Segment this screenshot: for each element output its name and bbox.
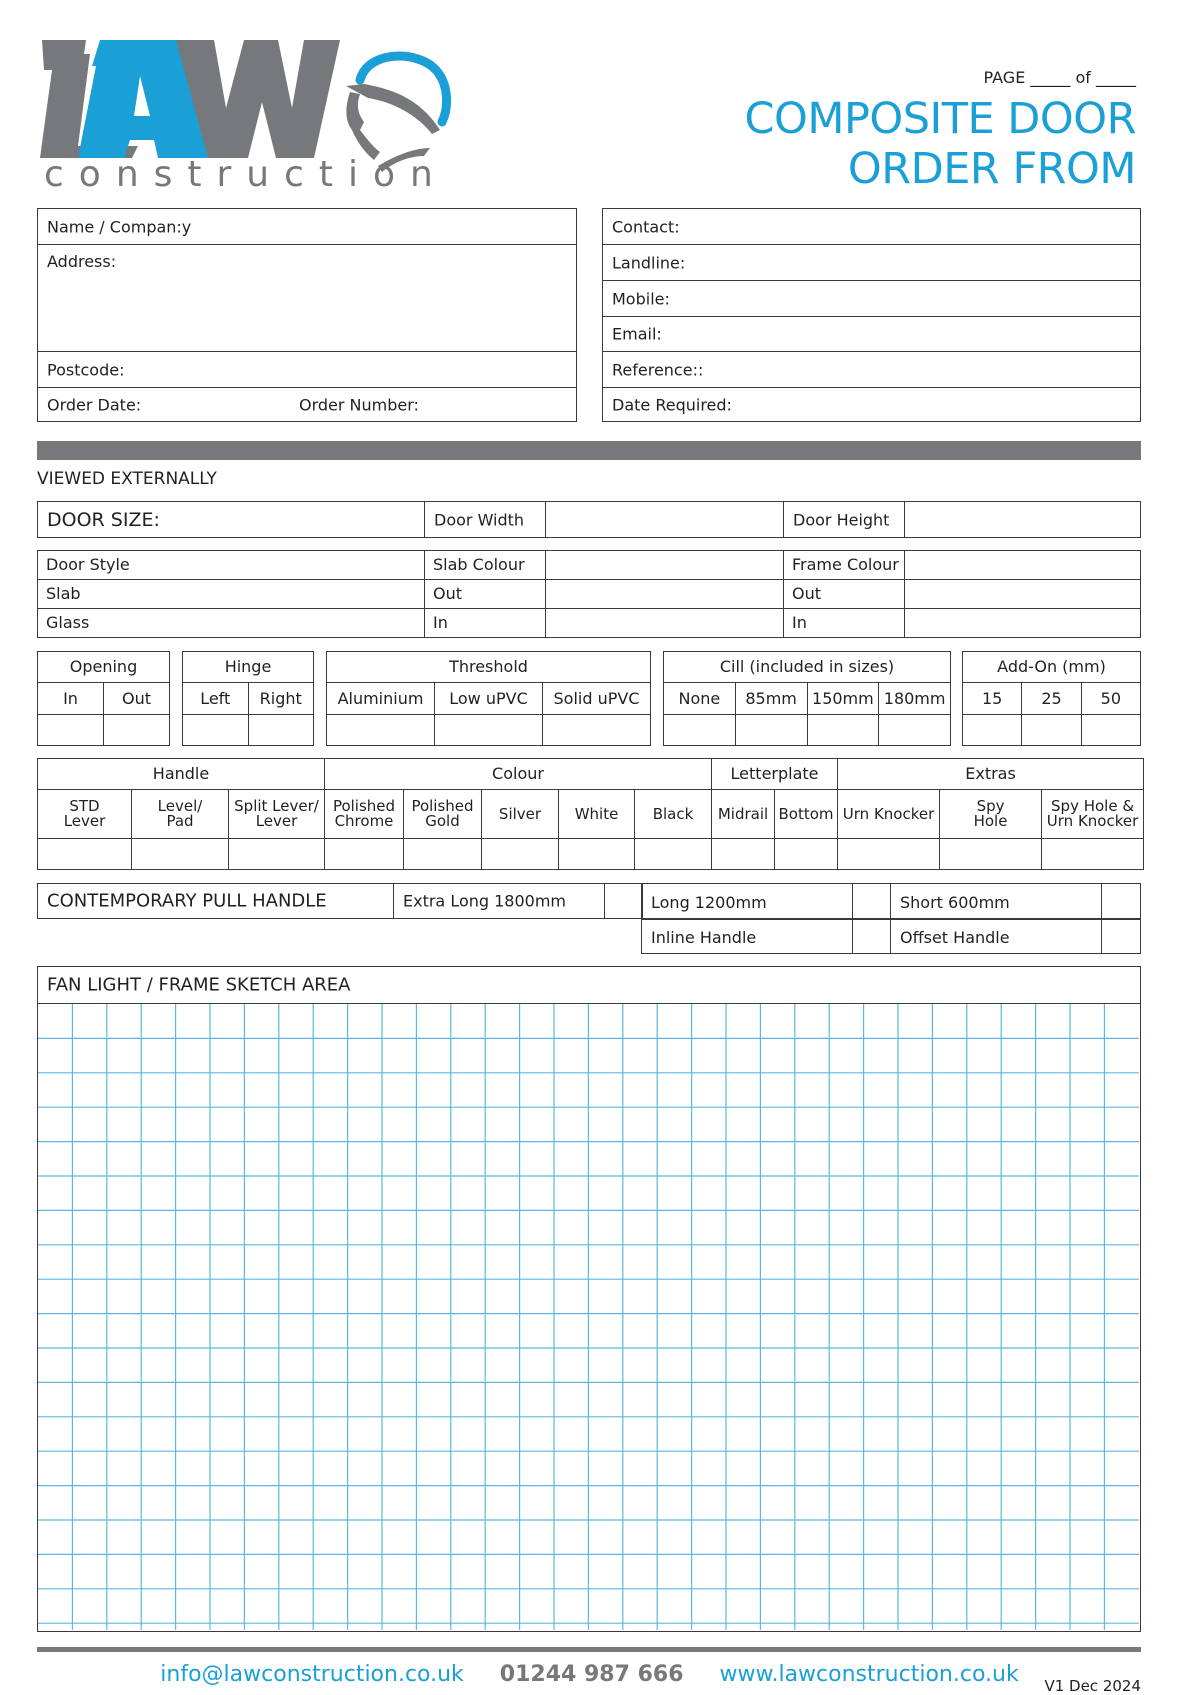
extras-option-label [838, 790, 940, 839]
style-table-label: In [784, 609, 905, 638]
cill-checkbox[interactable] [879, 715, 951, 746]
footer-contact [0, 1662, 1179, 1687]
letterplate-checkbox[interactable] [775, 839, 838, 870]
colour-option-text: Gold [425, 812, 460, 830]
threshold-option-label: Low uPVC [435, 683, 543, 715]
style-table-label: Door Style [38, 551, 425, 580]
footer-email-link[interactable]: info@lawconstruction.co.uk [160, 1662, 464, 1687]
addon-option-label: 15 [963, 683, 1022, 715]
pull-handle-label: CONTEMPORARY PULL HANDLE [47, 890, 327, 912]
style-table-input[interactable] [905, 551, 1141, 580]
style-table-input[interactable] [546, 551, 784, 580]
colour-option-text: Silver [498, 804, 542, 823]
style-table-label: Glass [38, 609, 425, 638]
hardware-table [37, 758, 1144, 870]
addon-option-label: 25 [1022, 683, 1081, 715]
email-field[interactable] [603, 316, 1140, 351]
colour-option-label [482, 790, 559, 839]
colour-option-label [559, 790, 635, 839]
colour-option-text: Chrome [334, 812, 394, 830]
reference-label: Reference:: [612, 360, 704, 379]
addon-checkbox[interactable] [1022, 715, 1081, 746]
contact-field[interactable] [603, 209, 1140, 244]
handle-checkbox[interactable] [229, 839, 325, 870]
offset-handle-label: Offset Handle [900, 928, 1010, 947]
colour-option-label [325, 790, 404, 839]
colour-checkbox[interactable] [404, 839, 482, 870]
extra-long-checkbox[interactable] [605, 884, 642, 918]
hinge-option-label: Right [248, 683, 314, 715]
style-table-label: Frame Colour [784, 551, 905, 580]
cill-checkbox[interactable] [807, 715, 879, 746]
mobile-field[interactable] [603, 280, 1140, 316]
address-field[interactable] [38, 244, 576, 351]
threshold-table [326, 651, 651, 746]
page-title [744, 94, 1136, 194]
style-table-row [38, 551, 1141, 580]
extras-title: Extras [838, 759, 1144, 790]
handle-checkbox[interactable] [38, 839, 132, 870]
colour-option-text: Black [652, 804, 694, 823]
style-table-label: Slab Colour [425, 551, 546, 580]
page-number-field[interactable]: PAGE _____ of _____ [983, 68, 1136, 87]
date-required-label: Date Required: [612, 395, 732, 414]
postcode-field[interactable] [38, 351, 576, 387]
colour-option-label [404, 790, 482, 839]
hinge-title: Hinge [183, 652, 314, 683]
mobile-label: Mobile: [612, 289, 670, 308]
door-height-input[interactable] [905, 502, 1140, 537]
colour-option-text: Polished [411, 797, 474, 815]
style-table-row [38, 580, 1141, 609]
handle-option-text: STD [69, 797, 100, 815]
threshold-option-label: Solid uPVC [543, 683, 651, 715]
extras-option-text: Hole [973, 812, 1008, 830]
name-company-field[interactable] [38, 209, 576, 244]
handle-option-text: Split Lever/ [234, 797, 319, 815]
style-table-label: Out [425, 580, 546, 609]
handle-option-text: Lever [255, 812, 298, 830]
opening-option-label: Out [104, 683, 170, 715]
handle-option-text: Level/ [157, 797, 203, 815]
addon-checkbox[interactable] [1081, 715, 1140, 746]
short-600-label: Short 600mm [900, 893, 1010, 912]
handle-option-label [132, 790, 229, 839]
style-table-label: Out [784, 580, 905, 609]
extras-option-label [1042, 790, 1144, 839]
threshold-checkbox[interactable] [543, 715, 651, 746]
name-company-label: Name / Compan:y [47, 217, 192, 236]
handle-title: Handle [38, 759, 325, 790]
letterplate-option-text: Midrail [717, 804, 769, 823]
addon-option-label: 50 [1081, 683, 1140, 715]
cill-checkbox[interactable] [735, 715, 807, 746]
sketch-area-label: FAN LIGHT / FRAME SKETCH AREA [47, 974, 351, 996]
colour-checkbox[interactable] [482, 839, 559, 870]
sketch-area-header [38, 967, 1140, 1004]
colour-checkbox[interactable] [635, 839, 712, 870]
opening-option-label: In [38, 683, 104, 715]
handle-option-label [38, 790, 132, 839]
cill-table [663, 651, 951, 746]
section-divider-bar [37, 441, 1141, 460]
door-size-label: DOOR SIZE: [47, 508, 160, 531]
style-table-input[interactable] [546, 609, 784, 638]
cill-option-label: 150mm [807, 683, 879, 715]
extras-option-label [940, 790, 1042, 839]
hinge-checkbox[interactable] [248, 715, 314, 746]
inline-handle-label: Inline Handle [651, 928, 757, 947]
sketch-area-box [37, 966, 1141, 1632]
face-icon [346, 92, 380, 160]
pull-handle-options [641, 883, 1141, 954]
opening-checkbox[interactable] [104, 715, 170, 746]
letterplate-checkbox[interactable] [712, 839, 775, 870]
customer-details-box [37, 208, 577, 422]
handle-checkbox[interactable] [132, 839, 229, 870]
opening-checkbox[interactable] [38, 715, 104, 746]
handle-option-text: Lever [63, 812, 106, 830]
style-table-input[interactable] [905, 580, 1141, 609]
door-width-input[interactable] [546, 502, 821, 537]
colour-option-text: White [574, 804, 619, 823]
cill-title: Cill (included in sizes) [664, 652, 951, 683]
order-date-label[interactable]: Order Date: [47, 395, 142, 414]
threshold-checkbox[interactable] [435, 715, 543, 746]
contact-label: Contact: [612, 217, 680, 236]
offset-handle-checkbox[interactable] [1102, 920, 1140, 955]
landline-label: Landline: [612, 253, 686, 272]
style-table-label: Slab [38, 580, 425, 609]
extras-option-text: Urn Knocker [1046, 812, 1139, 830]
hinge-checkbox[interactable] [183, 715, 249, 746]
postcode-label: Postcode: [47, 360, 125, 379]
extras-option-text: Urn Knocker [842, 804, 935, 823]
long-1200-checkbox[interactable] [853, 884, 890, 919]
style-table-input[interactable] [905, 609, 1141, 638]
inline-handle-checkbox[interactable] [853, 920, 890, 955]
order-date-row [38, 387, 576, 421]
style-table-label: In [425, 609, 546, 638]
contact-details-box [602, 208, 1141, 422]
letterplate-option-label [775, 790, 838, 839]
title-line-1: COMPOSITE DOOR [744, 94, 1136, 144]
cill-option-label: 85mm [735, 683, 807, 715]
address-label: Address: [47, 252, 117, 271]
company-logo [38, 30, 458, 195]
colour-checkbox[interactable] [559, 839, 635, 870]
extras-option-text: Spy Hole & [1051, 797, 1135, 815]
hinge-table [182, 651, 314, 746]
email-label: Email: [612, 324, 662, 344]
handle-option-label [229, 790, 325, 839]
short-600-checkbox[interactable] [1102, 884, 1140, 919]
colour-option-label [635, 790, 712, 839]
cill-checkbox[interactable] [664, 715, 736, 746]
colour-title: Colour [325, 759, 712, 790]
hinge-option-label: Left [183, 683, 249, 715]
addon-checkbox[interactable] [963, 715, 1022, 746]
letterplate-option-label [712, 790, 775, 839]
date-required-field[interactable] [603, 387, 1140, 421]
threshold-title: Threshold [327, 652, 651, 683]
threshold-option-label: Aluminium [327, 683, 435, 715]
handle-option-text: Pad [166, 812, 194, 830]
letterplate-option-text: Bottom [778, 804, 834, 823]
footer-bar [37, 1647, 1141, 1652]
order-number-label[interactable]: Order Number: [299, 395, 419, 414]
long-1200-label: Long 1200mm [651, 893, 767, 912]
title-line-2: ORDER FROM [847, 144, 1136, 194]
door-height-label: Door Height [793, 510, 890, 529]
colour-checkbox[interactable] [325, 839, 404, 870]
extras-checkbox[interactable] [1042, 839, 1144, 870]
viewed-externally-label: VIEWED EXTERNALLY [37, 469, 217, 489]
door-size-row [37, 501, 1141, 538]
style-table-row [38, 609, 1141, 638]
door-width-label: Door Width [434, 510, 525, 529]
threshold-checkbox[interactable] [327, 715, 435, 746]
extra-long-label: Extra Long 1800mm [403, 891, 567, 911]
cill-option-label: None [664, 683, 736, 715]
addon-table [962, 651, 1141, 746]
landline-field[interactable] [603, 244, 1140, 280]
extras-checkbox[interactable] [940, 839, 1042, 870]
version-label: V1 Dec 2024 [1044, 1677, 1141, 1695]
reference-field[interactable] [603, 351, 1140, 387]
footer-phone: 01244 987 666 [499, 1662, 684, 1687]
cill-option-label: 180mm [879, 683, 951, 715]
colour-option-text: Polished [332, 797, 396, 815]
opening-title: Opening [38, 652, 170, 683]
footer-website-link[interactable]: www.lawconstruction.co.uk [719, 1662, 1019, 1687]
logo-subtitle: construction [44, 154, 448, 195]
opening-table [37, 651, 170, 746]
style-table-input[interactable] [546, 580, 784, 609]
extras-option-text: Spy [976, 797, 1005, 815]
letterplate-title: Letterplate [712, 759, 838, 790]
sketch-grid[interactable] [38, 1004, 1139, 1630]
addon-title: Add-On (mm) [963, 652, 1141, 683]
extras-checkbox[interactable] [838, 839, 940, 870]
style-colour-table [37, 550, 1141, 638]
